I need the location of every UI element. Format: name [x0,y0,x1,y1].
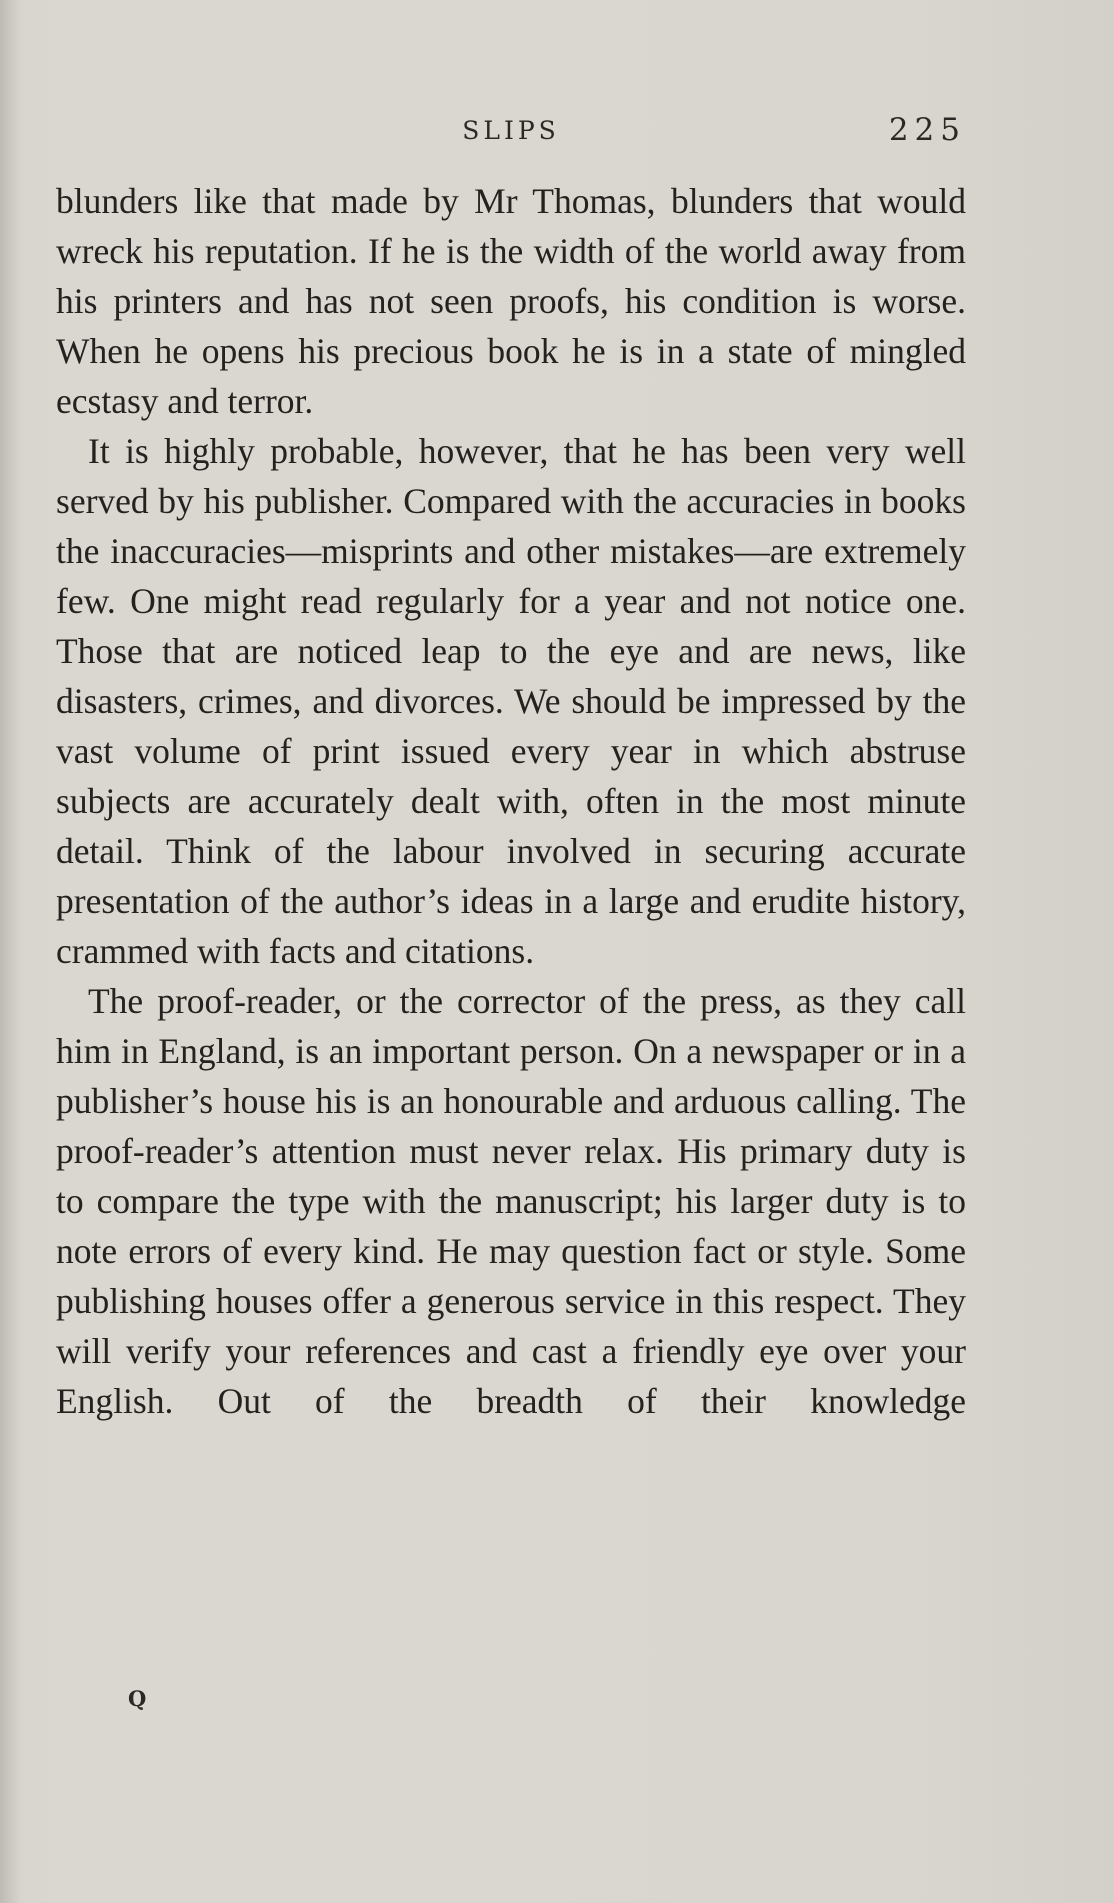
body-text [56,176,966,1426]
spine-shadow [0,0,22,1903]
paragraph-proof-reader: The proof-reader, or the corrector of the press, as they call him in England, is an important person. On a newspaper or in a publisher’s house his is an honourable and arduous calling. The proof-reader’s attention must never relax. His primary duty is to compare the type with the manuscript; his larger duty is to note errors of every kind. He may question fact or style. Some publishing houses offer a generous service in this respect. They will verify your references and cast a friendly eye over your English. Out of the breadth of their knowledge [56,981,966,1421]
paragraph-continuation: blunders like that made by Mr Thomas, blunders that would wreck his reputation. If he is the width of the world away from his printers and has not seen proofs, his condition is worse. When he opens his precious book he is in a state of mingled ecstasy and terror. [56,181,966,421]
signature-mark: Q [128,1686,147,1711]
paragraph-accuracy: It is highly probable, however, that he has been very well served by his publisher. Compared with the accuracies in books the inaccuracies—misprints and other mistakes—are extremely few. One might read regularly for a year and not notice one. Those that are noticed leap to the eye and are news, like disasters, crimes, and divorces. We should be impressed by the vast volume of print issued every year in which abstruse subjects are accurately dealt with, often in the most minute detail. Think of the labour involved in securing accurate presentation of the author’s ideas in a large and erudite history, crammed with facts and citations. [56,431,966,971]
running-title: SLIPS [462,116,560,145]
page-number: 225 [888,112,966,148]
running-head [56,112,966,152]
